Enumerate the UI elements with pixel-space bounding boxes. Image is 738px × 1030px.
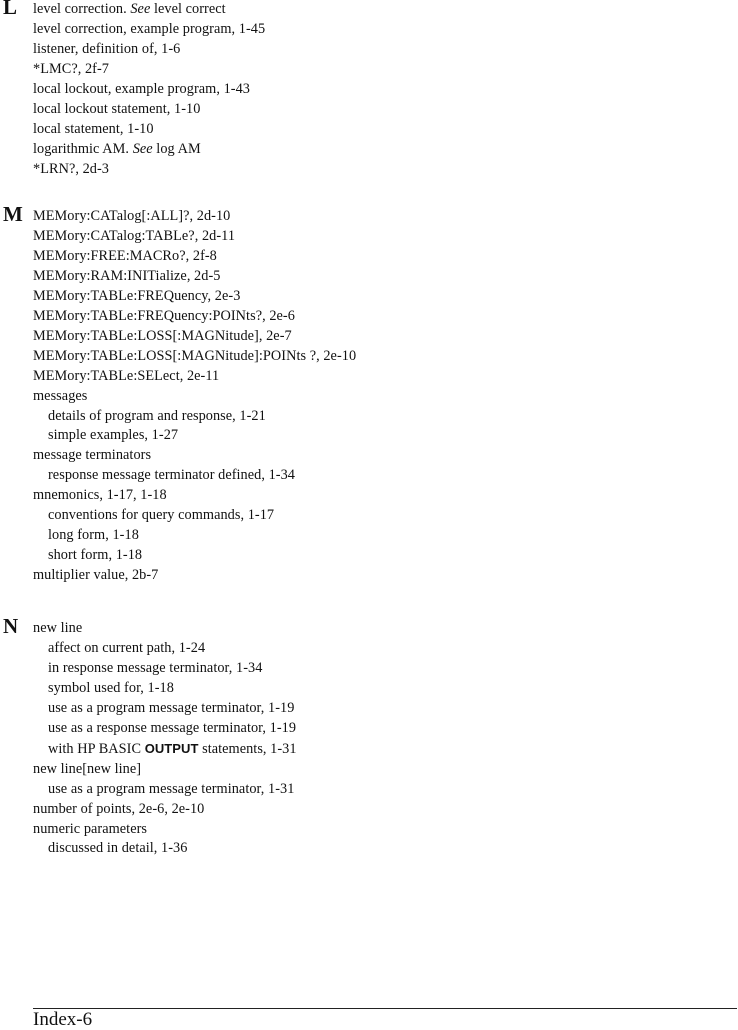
entry-text-tail: statements, 1-31 [198, 740, 297, 757]
entry-text: MEMory:CATalog:TABLe?, 2d-11 [33, 227, 236, 244]
code-keyword: OUTPUT [144, 740, 199, 756]
section-letter: M [3, 202, 23, 226]
index-entry [33, 760, 297, 780]
entry-text: short form, 1-18 [48, 547, 143, 564]
entry-list [33, 207, 356, 586]
entry-list [33, 619, 297, 859]
index-entry [33, 40, 265, 60]
index-subentry [33, 839, 297, 859]
entry-text: use as a response message terminator, 1-19 [48, 719, 297, 736]
index-subentry [33, 679, 297, 699]
index-entry [33, 800, 297, 820]
entry-text: affect on current path, 1-24 [48, 639, 206, 656]
index-entry [33, 347, 356, 367]
entry-text: response message terminator defined, 1-34 [48, 467, 296, 484]
index-subentry [33, 407, 356, 427]
entry-text: MEMory:TABLe:SELect, 2e-11 [33, 367, 220, 384]
see-reference: See [132, 140, 153, 157]
index-subentry [33, 780, 297, 800]
entry-text: logarithmic AM. [33, 140, 133, 157]
index-entry [33, 267, 356, 287]
entry-text: MEMory:TABLe:LOSS[:MAGNitude], 2e-7 [33, 327, 292, 344]
index-entry [33, 327, 356, 347]
entry-text: simple examples, 1-27 [48, 427, 179, 444]
index-subentry [33, 699, 297, 719]
entry-text: local lockout, example program, 1-43 [33, 80, 250, 97]
entry-text-tail: log AM [152, 140, 201, 157]
index-entry [33, 227, 356, 247]
section-letter: L [3, 0, 18, 19]
entry-text: with HP BASIC [48, 740, 145, 757]
entry-text: symbol used for, 1-18 [48, 679, 174, 696]
page-number: Index-6 [33, 1009, 93, 1030]
index-entry [33, 820, 297, 840]
entry-text: new line[new line] [33, 760, 142, 777]
index-entry [33, 140, 265, 160]
entry-text: level correction. [33, 1, 131, 17]
section-letter: N [3, 614, 19, 638]
footer-rule [33, 1008, 737, 1009]
entry-text: details of program and response, 1-21 [48, 407, 266, 424]
index-subentry [33, 719, 297, 739]
index-entry [33, 486, 356, 506]
index-entry [33, 307, 356, 327]
entry-text: MEMory:TABLe:FREQuency:POINts?, 2e-6 [33, 307, 295, 324]
index-entry [33, 619, 297, 639]
entry-text: new line [33, 620, 83, 636]
entry-text: local lockout statement, 1-10 [33, 100, 201, 117]
index-subentry [33, 426, 356, 446]
entry-list [33, 0, 265, 180]
entry-text-tail: level correct [150, 1, 226, 17]
index-subentry [33, 659, 297, 679]
entry-text: listener, definition of, 1-6 [33, 40, 181, 57]
entry-text: mnemonics, 1-17, 1-18 [33, 487, 167, 504]
entry-text: message terminators [33, 447, 152, 464]
index-subentry [33, 506, 356, 526]
index-entry [33, 60, 265, 80]
index-subentry [33, 546, 356, 566]
entry-text: MEMory:RAM:INITialize, 2d-5 [33, 267, 221, 284]
entry-text: multiplier value, 2b-7 [33, 567, 159, 584]
index-subentry [33, 526, 356, 546]
index-entry [33, 80, 265, 100]
index-entry [33, 387, 356, 407]
entry-text: MEMory:CATalog[:ALL]?, 2d-10 [33, 208, 231, 224]
index-entry [33, 120, 265, 140]
index-entry [33, 367, 356, 387]
index-entry [33, 20, 265, 40]
index-entry [33, 287, 356, 307]
entry-text: MEMory:FREE:MACRo?, 2f-8 [33, 247, 217, 264]
entry-text: in response message terminator, 1-34 [48, 659, 263, 676]
see-reference: See [130, 1, 151, 17]
entry-text: messages [33, 387, 88, 404]
index-entry [33, 247, 356, 267]
entry-text: discussed in detail, 1-36 [48, 840, 188, 857]
index-entry [33, 100, 265, 120]
index-subentry [33, 739, 297, 760]
entry-text: MEMory:TABLe:FREQuency, 2e-3 [33, 287, 241, 304]
entry-text: MEMory:TABLe:LOSS[:MAGNitude]:POINts ?, 2e-10 [33, 347, 357, 364]
index-subentry [33, 466, 356, 486]
entry-text: *LMC?, 2f-7 [33, 60, 109, 77]
index-entry [33, 160, 265, 180]
entry-text: *LRN?, 2d-3 [33, 160, 109, 177]
index-entry [33, 0, 265, 20]
entry-text: local statement, 1-10 [33, 120, 154, 137]
index-entry [33, 446, 356, 466]
entry-text: level correction, example program, 1-45 [33, 20, 266, 37]
entry-text: conventions for query commands, 1-17 [48, 507, 275, 524]
entry-text: number of points, 2e-6, 2e-10 [33, 800, 205, 817]
entry-text: use as a program message terminator, 1-31 [48, 780, 295, 797]
entry-text: numeric parameters [33, 820, 148, 837]
index-subentry [33, 639, 297, 659]
index-entry [33, 207, 356, 227]
index-entry [33, 566, 356, 586]
entry-text: use as a program message terminator, 1-19 [48, 699, 295, 716]
entry-text: long form, 1-18 [48, 527, 139, 544]
